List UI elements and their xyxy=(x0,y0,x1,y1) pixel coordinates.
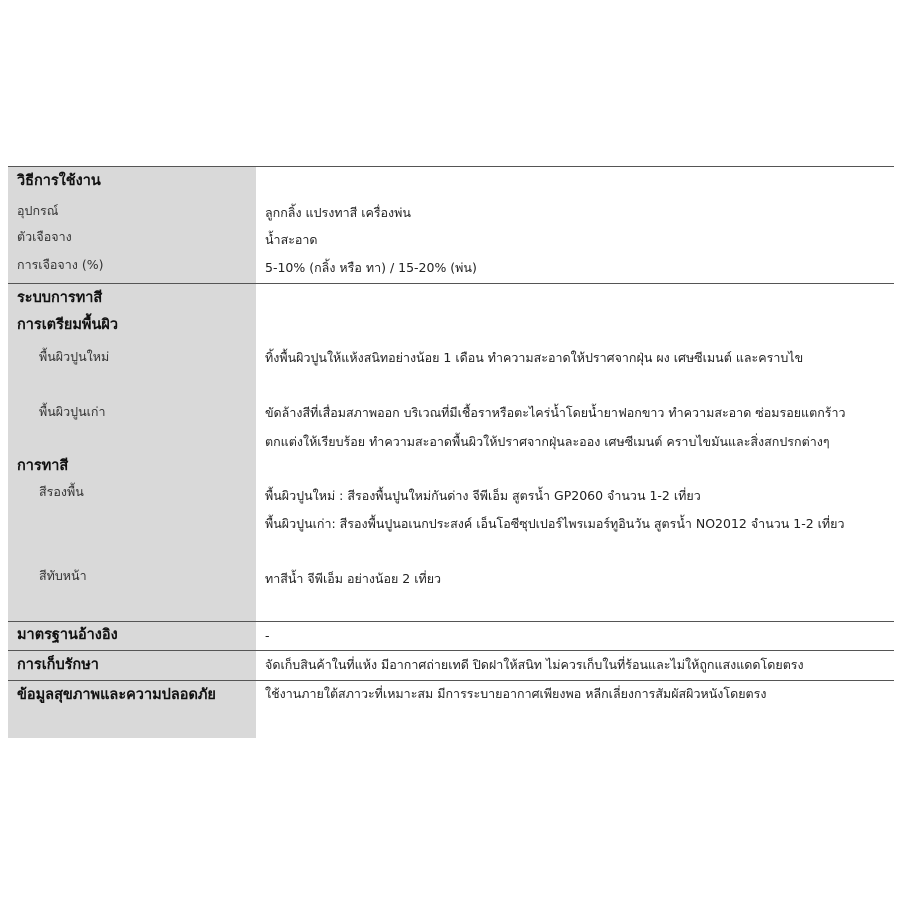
divider-painting-system xyxy=(8,283,894,284)
painting-system-heading: ระบบการทาสี xyxy=(17,290,103,306)
painting-heading: การทาสี xyxy=(17,458,69,474)
divider-top xyxy=(8,166,894,167)
old-surface-value-line1: ขัดล้างสีที่เสื่อมสภาพออก บริเวณที่มีเชื้อราหรือตะไคร่น้ำโดยน้ำยาฟอกขาว ทำความสะอาด ซ่อมรอยแตกร้าว xyxy=(265,405,846,420)
surface-prep-heading: การเตรียมพื้นผิว xyxy=(17,317,119,333)
usage-heading: วิธีการใช้งาน xyxy=(17,173,101,189)
divider-safety xyxy=(8,680,894,681)
tools-value: ลูกกลิ้ง แปรงทาสี เครื่องพ่น xyxy=(265,205,411,220)
safety-heading: ข้อมูลสุขภาพและความปลอดภัย xyxy=(17,687,216,703)
primer-value-line2: พื้นผิวปูนเก่า: สีรองพื้นปูนอเนกประสงค์ เอ็นโอซีซุปเปอร์ไพรเมอร์ทูอินวัน สูตรน้ำ NO2012 จำนวน 1-2 เที่ยว xyxy=(265,516,845,531)
old-surface-value-line2: ตกแต่งให้เรียบร้อย ทำความสะอาดพื้นผิวให้ปราศจากฝุ่นละออง เศษซีเมนต์ คราบไขมันและสิ่งสกปรกต่างๆ xyxy=(265,434,830,449)
storage-heading: การเก็บรักษา xyxy=(17,657,99,673)
thinner-value: น้ำสะอาด xyxy=(265,232,318,247)
dilution-label: การเจือจาง (%) xyxy=(17,257,104,272)
tools-label: อุปกรณ์ xyxy=(17,203,59,218)
new-surface-value: ทิ้งพื้นผิวปูนให้แห้งสนิทอย่างน้อย 1 เดือน ทำความสะอาดให้ปราศจากฝุ่น ผง เศษซีเมนต์ และคราบไข xyxy=(265,350,804,365)
topcoat-label: สีทับหน้า xyxy=(39,568,87,583)
divider-reference xyxy=(8,621,894,622)
primer-label: สีรองพื้น xyxy=(39,484,84,499)
product-spec-table xyxy=(8,166,894,738)
storage-value: จัดเก็บสินค้าในที่แห้ง มีอากาศถ่ายเทดี ปิดฝาให้สนิท ไม่ควรเก็บในที่ร้อนและไม่ให้ถูกแสงแดดโดยตรง xyxy=(265,657,804,672)
topcoat-value: ทาสีน้ำ จีพีเอ็ม อย่างน้อย 2 เที่ยว xyxy=(265,571,442,586)
thinner-label: ตัวเจือจาง xyxy=(17,229,72,244)
safety-value: ใช้งานภายใต้สภาวะที่เหมาะสม มีการระบายอากาศเพียงพอ หลีกเลี่ยงการสัมผัสผิวหนังโดยตรง xyxy=(265,686,767,701)
reference-value: - xyxy=(265,628,270,643)
dilution-value: 5-10% (กลิ้ง หรือ ทา) / 15-20% (พ่น) xyxy=(265,260,477,275)
label-column-background xyxy=(8,166,256,738)
primer-value-line1: พื้นผิวปูนใหม่ : สีรองพื้นปูนใหม่กันด่าง จีพีเอ็ม สูตรน้ำ GP2060 จำนวน 1-2 เที่ยว xyxy=(265,488,701,503)
divider-storage xyxy=(8,650,894,651)
old-surface-label: พื้นผิวปูนเก่า xyxy=(39,404,106,419)
new-surface-label: พื้นผิวปูนใหม่ xyxy=(39,349,110,364)
reference-heading: มาตรฐานอ้างอิง xyxy=(17,627,118,643)
